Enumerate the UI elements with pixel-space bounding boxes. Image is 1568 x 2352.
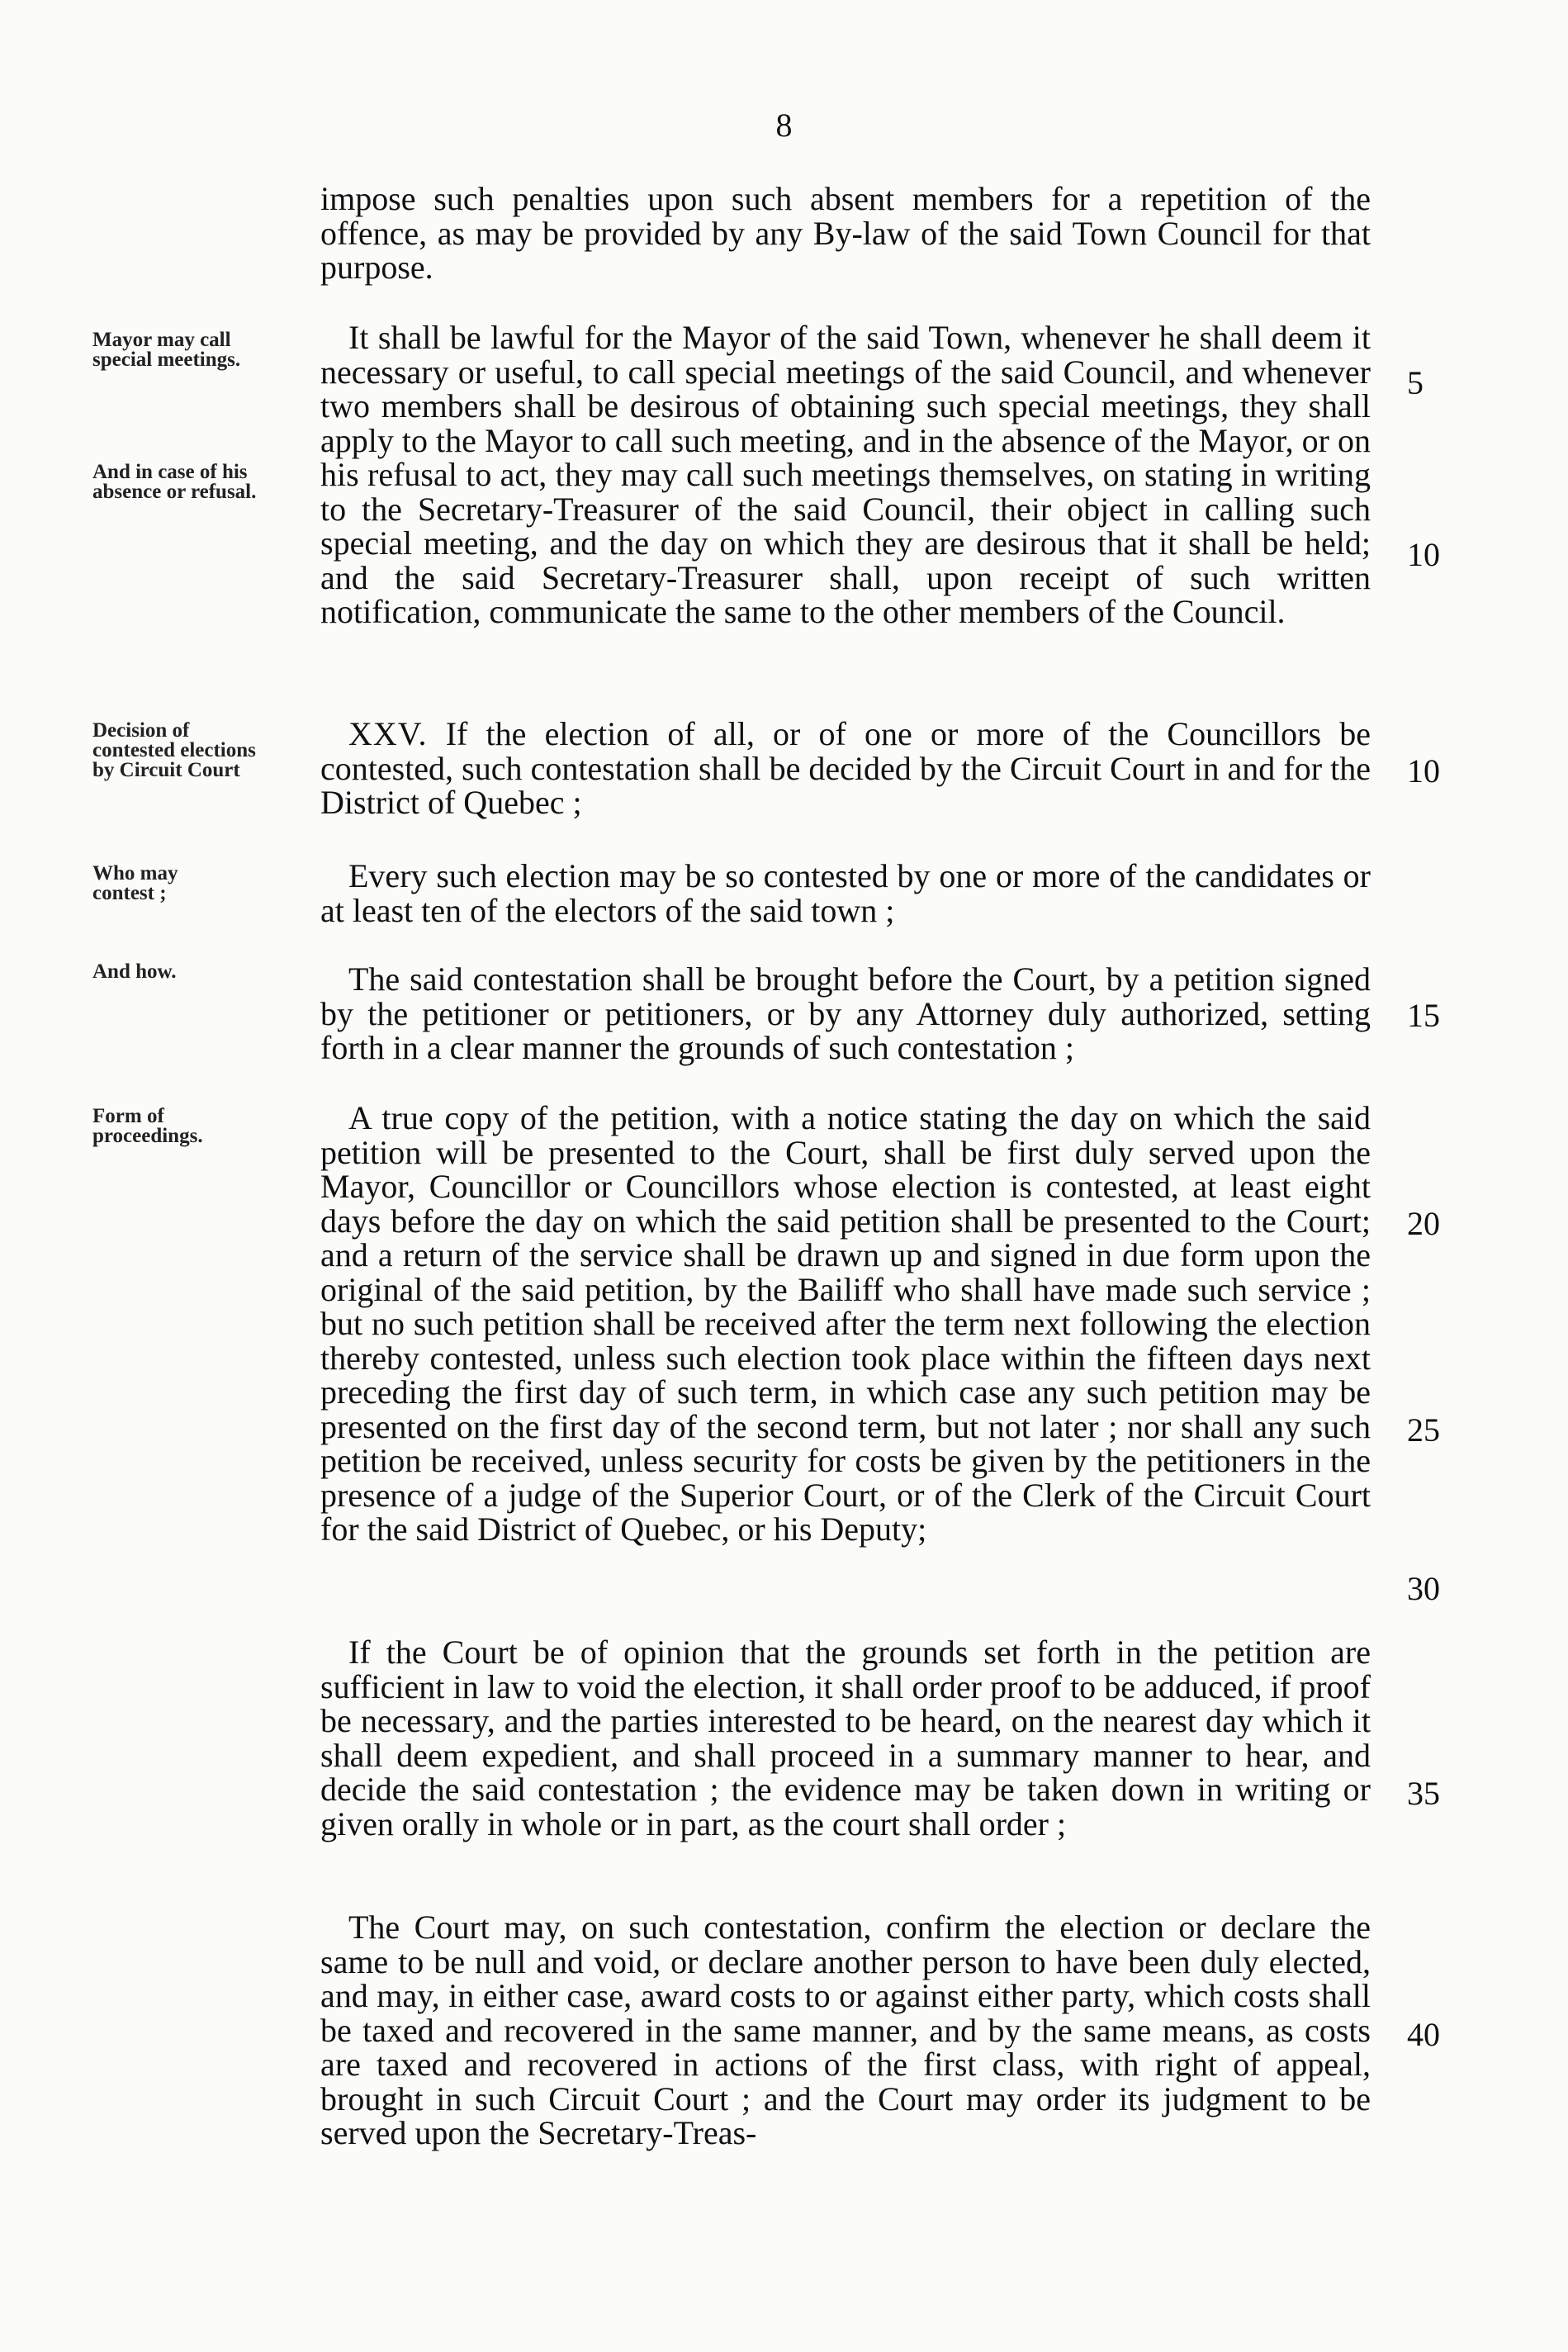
line-number: 25 [1407,1411,1440,1449]
paragraph [320,1101,1371,1547]
paragraph [320,182,1371,285]
paragraph-text: If the Court be of opinion that the grounds set forth in the petition are sufficient in law to void the election, it shall order proof to be adduced, if proof be necessary, and the parties interested to be heard, on the nearest day which it shall deem expedient, and shall proceed in a summary manner to hear, and decide the said contestation ; the evidence may be taken down in writing or given orally in whole or in part, as the court shall order ; [320,1634,1371,1842]
line-number: 30 [1407,1570,1440,1607]
paragraph-text: Every such election may be so contested by one or more of the candidates or at least ten of the electors of the said town ; [320,857,1371,929]
line-number: 40 [1407,2016,1440,2053]
margin-note: And how. [92,960,177,983]
line-number: 20 [1407,1205,1440,1242]
margin-note: Who may contest ; [92,862,178,904]
section-paragraph [320,717,1371,820]
margin-note: Form of proceedings. [92,1105,203,1147]
paragraph [320,962,1371,1065]
paragraph-text: impose such penalties upon such absent members for a repetition of the offence, as may be provided by any By-law of the said Town Council for that purpose. [320,180,1371,286]
section-number: XXV. [348,715,428,752]
paragraph [320,1635,1371,1841]
margin-note: Mayor may call special meetings. [92,329,241,371]
paragraph-text: The said contestation shall be brought before the Court, by a petition signed by the petitioner or petitioners, or by any Attorney duly authorized, setting forth in a clear manner the grounds of such contestation ; [320,960,1371,1066]
paragraph-text: It shall be lawful for the Mayor of the said Town, whenever he shall deem it necessary or useful, to call special meetings of the said Council, and whenever two members shall be desirous of obtaining such special meetings, they shall apply to the Mayor to call such meeting, and in the absence of the Mayor, or on his refusal to act, they may call such meetings themselves, on stating in writing to the Secretary-Treasurer of the said Council, their object in calling such special meeting, and the day on which they are desirous that it shall be held; and the said Secretary-Treasurer shall, upon receipt of such written notification, communicate the same to the other members of the Council. [320,319,1371,630]
paragraph [320,1910,1371,2150]
section-text: If the election of all, or of one or more of the Councillors be contested, such contestation shall be decided by the Circuit Court in and for the District of Quebec ; [320,715,1371,821]
line-number: 10 [1407,752,1440,790]
paragraph-text: The Court may, on such contestation, confirm the election or declare the same to be null and void, or declare another person to have been duly elected, and may, in either case, award costs to or against either party, which costs shall be taxed and recovered in the same manner, and by the same means, as costs are taxed and recovered in actions of the first class, with right of appeal, brought in such Circuit Court ; and the Court may order its judgment to be served upon the Secretary-Treas- [320,1909,1371,2151]
paragraph [320,320,1371,629]
margin-note: Decision of contested elections by Circuit Court [92,719,256,781]
line-number: 5 [1407,364,1424,401]
line-number: 35 [1407,1775,1440,1812]
line-number: 15 [1407,997,1440,1034]
margin-note: And in case of his absence or refusal. [92,461,257,503]
paragraph-text [320,717,1371,820]
page-number: 8 [775,107,793,144]
paragraph-text: A true copy of the petition, with a notice stating the day on which the said petition will be presented to the Court, shall be first duly served upon the Mayor, Councillor or Councillors whose election is contested, at least eight days before the day on which the said petition shall be presented to the Court; and a return of the service shall be drawn up and signed in due form upon the original of the said petition, by the Bailiff who shall have made such service ; but no such petition shall be received after the term next following the election thereby contested, unless such election took place within the fifteen days next preceding the first day of such term, in which case any such petition may be presented on the first day of the second term, but not later ; nor shall any such petition be received, unless security for costs be given by the petitioners in the presence of a judge of the Superior Court, or of the Clerk of the Circuit Court for the said District of Quebec, or his Deputy; [320,1099,1371,1548]
line-number: 10 [1407,536,1440,573]
paragraph [320,859,1371,927]
